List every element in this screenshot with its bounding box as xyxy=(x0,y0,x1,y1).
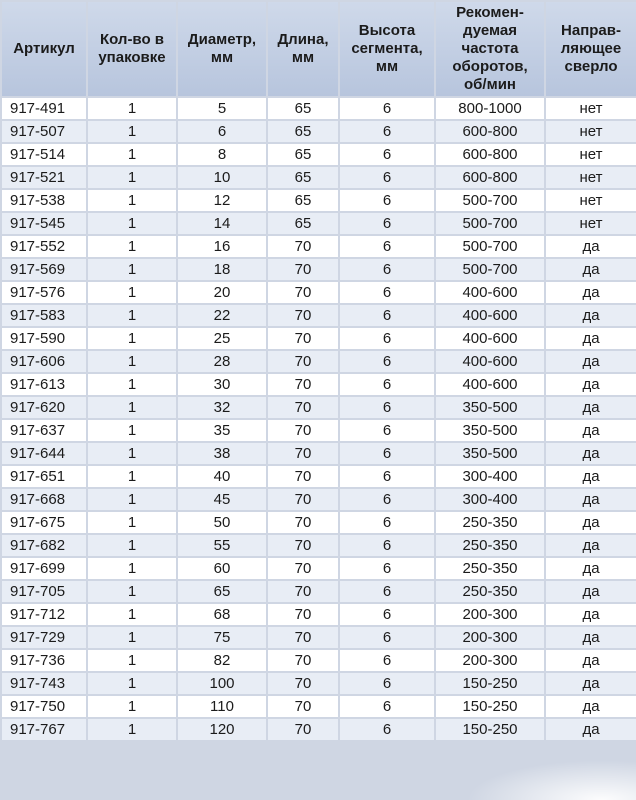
cell-segment-height: 6 xyxy=(340,535,434,556)
cell-guide-drill: да xyxy=(546,328,636,349)
cell-recommended-speed: 350-500 xyxy=(436,397,544,418)
cell-sku: 917-729 xyxy=(2,627,86,648)
cell-guide-drill: да xyxy=(546,581,636,602)
cell-segment-height: 6 xyxy=(340,351,434,372)
table-row xyxy=(2,167,636,188)
cell-recommended-speed: 200-300 xyxy=(436,650,544,671)
cell-guide-drill: да xyxy=(546,719,636,740)
cell-segment-height: 6 xyxy=(340,627,434,648)
cell-pack-qty: 1 xyxy=(88,282,176,303)
cell-length: 70 xyxy=(268,558,338,579)
cell-diameter: 16 xyxy=(178,236,266,257)
cell-pack-qty: 1 xyxy=(88,489,176,510)
header-length: Длина, мм xyxy=(268,2,338,96)
cell-guide-drill: да xyxy=(546,512,636,533)
cell-recommended-speed: 400-600 xyxy=(436,282,544,303)
cell-pack-qty: 1 xyxy=(88,420,176,441)
cell-sku: 917-668 xyxy=(2,489,86,510)
cell-sku: 917-644 xyxy=(2,443,86,464)
cell-guide-drill: да xyxy=(546,627,636,648)
cell-length: 70 xyxy=(268,397,338,418)
cell-recommended-speed: 250-350 xyxy=(436,535,544,556)
cell-segment-height: 6 xyxy=(340,259,434,280)
cell-length: 65 xyxy=(268,121,338,142)
cell-sku: 917-637 xyxy=(2,420,86,441)
table-row xyxy=(2,190,636,211)
cell-diameter: 25 xyxy=(178,328,266,349)
cell-pack-qty: 1 xyxy=(88,581,176,602)
cell-diameter: 45 xyxy=(178,489,266,510)
cell-diameter: 14 xyxy=(178,213,266,234)
cell-recommended-speed: 400-600 xyxy=(436,351,544,372)
cell-length: 65 xyxy=(268,144,338,165)
cell-guide-drill: да xyxy=(546,351,636,372)
cell-pack-qty: 1 xyxy=(88,236,176,257)
cell-length: 70 xyxy=(268,466,338,487)
header-diameter: Диаметр, мм xyxy=(178,2,266,96)
header-pack-qty: Кол-во в упаковке xyxy=(88,2,176,96)
cell-length: 70 xyxy=(268,236,338,257)
cell-diameter: 5 xyxy=(178,98,266,119)
table-row xyxy=(2,489,636,510)
table-row xyxy=(2,397,636,418)
table-row xyxy=(2,328,636,349)
cell-guide-drill: да xyxy=(546,236,636,257)
cell-diameter: 40 xyxy=(178,466,266,487)
cell-sku: 917-743 xyxy=(2,673,86,694)
cell-length: 65 xyxy=(268,213,338,234)
cell-diameter: 28 xyxy=(178,351,266,372)
header-recommended-speed: Рекомен- дуемая частота оборотов, об/мин xyxy=(436,2,544,96)
cell-recommended-speed: 600-800 xyxy=(436,144,544,165)
cell-diameter: 38 xyxy=(178,443,266,464)
cell-guide-drill: да xyxy=(546,604,636,625)
cell-length: 70 xyxy=(268,604,338,625)
cell-recommended-speed: 800-1000 xyxy=(436,98,544,119)
cell-length: 70 xyxy=(268,673,338,694)
cell-guide-drill: нет xyxy=(546,190,636,211)
cell-pack-qty: 1 xyxy=(88,466,176,487)
cell-sku: 917-712 xyxy=(2,604,86,625)
cell-recommended-speed: 150-250 xyxy=(436,696,544,717)
cell-pack-qty: 1 xyxy=(88,144,176,165)
header-sku: Артикул xyxy=(2,2,86,96)
cell-pack-qty: 1 xyxy=(88,374,176,395)
cell-recommended-speed: 500-700 xyxy=(436,190,544,211)
cell-pack-qty: 1 xyxy=(88,512,176,533)
cell-length: 70 xyxy=(268,351,338,372)
cell-guide-drill: да xyxy=(546,443,636,464)
table-body xyxy=(2,98,636,740)
cell-length: 70 xyxy=(268,650,338,671)
cell-diameter: 120 xyxy=(178,719,266,740)
cell-pack-qty: 1 xyxy=(88,121,176,142)
table-row xyxy=(2,535,636,556)
cell-length: 70 xyxy=(268,420,338,441)
cell-sku: 917-521 xyxy=(2,167,86,188)
cell-sku: 917-576 xyxy=(2,282,86,303)
cell-sku: 917-705 xyxy=(2,581,86,602)
cell-segment-height: 6 xyxy=(340,305,434,326)
table-row xyxy=(2,443,636,464)
cell-segment-height: 6 xyxy=(340,466,434,487)
cell-length: 65 xyxy=(268,190,338,211)
cell-diameter: 60 xyxy=(178,558,266,579)
cell-guide-drill: да xyxy=(546,420,636,441)
cell-guide-drill: нет xyxy=(546,167,636,188)
cell-pack-qty: 1 xyxy=(88,443,176,464)
cell-guide-drill: да xyxy=(546,696,636,717)
cell-length: 70 xyxy=(268,719,338,740)
cell-length: 65 xyxy=(268,98,338,119)
cell-pack-qty: 1 xyxy=(88,604,176,625)
cell-sku: 917-736 xyxy=(2,650,86,671)
cell-recommended-speed: 200-300 xyxy=(436,627,544,648)
cell-pack-qty: 1 xyxy=(88,627,176,648)
table-row xyxy=(2,558,636,579)
cell-diameter: 55 xyxy=(178,535,266,556)
cell-segment-height: 6 xyxy=(340,420,434,441)
cell-guide-drill: да xyxy=(546,282,636,303)
cell-diameter: 75 xyxy=(178,627,266,648)
cell-sku: 917-491 xyxy=(2,98,86,119)
cell-pack-qty: 1 xyxy=(88,167,176,188)
cell-recommended-speed: 350-500 xyxy=(436,443,544,464)
cell-recommended-speed: 500-700 xyxy=(436,236,544,257)
cell-length: 70 xyxy=(268,512,338,533)
cell-segment-height: 6 xyxy=(340,374,434,395)
cell-recommended-speed: 150-250 xyxy=(436,673,544,694)
cell-segment-height: 6 xyxy=(340,121,434,142)
cell-recommended-speed: 300-400 xyxy=(436,466,544,487)
cell-segment-height: 6 xyxy=(340,696,434,717)
cell-recommended-speed: 500-700 xyxy=(436,213,544,234)
cell-recommended-speed: 400-600 xyxy=(436,305,544,326)
cell-segment-height: 6 xyxy=(340,604,434,625)
cell-segment-height: 6 xyxy=(340,397,434,418)
cell-diameter: 12 xyxy=(178,190,266,211)
table-row xyxy=(2,719,636,740)
cell-length: 70 xyxy=(268,259,338,280)
cell-sku: 917-613 xyxy=(2,374,86,395)
table-row xyxy=(2,351,636,372)
table-row xyxy=(2,282,636,303)
cell-segment-height: 6 xyxy=(340,190,434,211)
cell-recommended-speed: 300-400 xyxy=(436,489,544,510)
cell-pack-qty: 1 xyxy=(88,558,176,579)
cell-guide-drill: нет xyxy=(546,213,636,234)
cell-length: 70 xyxy=(268,328,338,349)
cell-recommended-speed: 400-600 xyxy=(436,328,544,349)
cell-segment-height: 6 xyxy=(340,512,434,533)
cell-recommended-speed: 500-700 xyxy=(436,259,544,280)
cell-segment-height: 6 xyxy=(340,489,434,510)
cell-recommended-speed: 600-800 xyxy=(436,167,544,188)
cell-guide-drill: да xyxy=(546,374,636,395)
cell-sku: 917-699 xyxy=(2,558,86,579)
cell-diameter: 8 xyxy=(178,144,266,165)
table-row xyxy=(2,627,636,648)
cell-length: 70 xyxy=(268,696,338,717)
cell-segment-height: 6 xyxy=(340,282,434,303)
table-row xyxy=(2,420,636,441)
cell-sku: 917-569 xyxy=(2,259,86,280)
cell-diameter: 35 xyxy=(178,420,266,441)
header-segment-height: Высота сегмента, мм xyxy=(340,2,434,96)
cell-diameter: 6 xyxy=(178,121,266,142)
cell-pack-qty: 1 xyxy=(88,397,176,418)
cell-sku: 917-651 xyxy=(2,466,86,487)
cell-recommended-speed: 250-350 xyxy=(436,558,544,579)
cell-diameter: 110 xyxy=(178,696,266,717)
table-row xyxy=(2,650,636,671)
cell-pack-qty: 1 xyxy=(88,190,176,211)
cell-guide-drill: нет xyxy=(546,144,636,165)
table-row xyxy=(2,466,636,487)
cell-diameter: 82 xyxy=(178,650,266,671)
cell-recommended-speed: 400-600 xyxy=(436,374,544,395)
cell-segment-height: 6 xyxy=(340,98,434,119)
cell-pack-qty: 1 xyxy=(88,305,176,326)
table-row xyxy=(2,374,636,395)
cell-guide-drill: нет xyxy=(546,98,636,119)
cell-sku: 917-538 xyxy=(2,190,86,211)
cell-sku: 917-620 xyxy=(2,397,86,418)
cell-length: 70 xyxy=(268,374,338,395)
cell-guide-drill: да xyxy=(546,305,636,326)
table-row xyxy=(2,98,636,119)
table-row xyxy=(2,512,636,533)
cell-diameter: 50 xyxy=(178,512,266,533)
cell-recommended-speed: 250-350 xyxy=(436,512,544,533)
cell-length: 70 xyxy=(268,305,338,326)
cell-guide-drill: да xyxy=(546,650,636,671)
cell-recommended-speed: 200-300 xyxy=(436,604,544,625)
table-row xyxy=(2,696,636,717)
cell-pack-qty: 1 xyxy=(88,535,176,556)
cell-guide-drill: да xyxy=(546,673,636,694)
cell-diameter: 30 xyxy=(178,374,266,395)
cell-sku: 917-767 xyxy=(2,719,86,740)
table-row xyxy=(2,581,636,602)
cell-pack-qty: 1 xyxy=(88,696,176,717)
cell-guide-drill: да xyxy=(546,489,636,510)
table-row xyxy=(2,305,636,326)
cell-pack-qty: 1 xyxy=(88,351,176,372)
table-row xyxy=(2,673,636,694)
cell-length: 65 xyxy=(268,167,338,188)
cell-guide-drill: нет xyxy=(546,121,636,142)
cell-pack-qty: 1 xyxy=(88,328,176,349)
cell-diameter: 32 xyxy=(178,397,266,418)
cell-recommended-speed: 250-350 xyxy=(436,581,544,602)
cell-length: 70 xyxy=(268,627,338,648)
cell-segment-height: 6 xyxy=(340,167,434,188)
cell-diameter: 18 xyxy=(178,259,266,280)
table-row xyxy=(2,144,636,165)
cell-pack-qty: 1 xyxy=(88,98,176,119)
cell-segment-height: 6 xyxy=(340,328,434,349)
cell-guide-drill: да xyxy=(546,259,636,280)
cell-diameter: 68 xyxy=(178,604,266,625)
table-row xyxy=(2,236,636,257)
cell-diameter: 65 xyxy=(178,581,266,602)
cell-segment-height: 6 xyxy=(340,213,434,234)
cell-pack-qty: 1 xyxy=(88,213,176,234)
table-row xyxy=(2,259,636,280)
cell-recommended-speed: 350-500 xyxy=(436,420,544,441)
cell-segment-height: 6 xyxy=(340,719,434,740)
cell-diameter: 20 xyxy=(178,282,266,303)
cell-segment-height: 6 xyxy=(340,144,434,165)
cell-pack-qty: 1 xyxy=(88,673,176,694)
cell-guide-drill: да xyxy=(546,466,636,487)
cell-pack-qty: 1 xyxy=(88,259,176,280)
cell-segment-height: 6 xyxy=(340,236,434,257)
table-row xyxy=(2,121,636,142)
cell-segment-height: 6 xyxy=(340,581,434,602)
cell-sku: 917-750 xyxy=(2,696,86,717)
cell-diameter: 10 xyxy=(178,167,266,188)
watermark-fade xyxy=(466,760,636,800)
header-guide-drill: Направ- ляющее сверло xyxy=(546,2,636,96)
cell-guide-drill: да xyxy=(546,558,636,579)
cell-guide-drill: да xyxy=(546,535,636,556)
cell-recommended-speed: 150-250 xyxy=(436,719,544,740)
table-header-row xyxy=(2,2,636,96)
cell-pack-qty: 1 xyxy=(88,719,176,740)
cell-pack-qty: 1 xyxy=(88,650,176,671)
cell-diameter: 22 xyxy=(178,305,266,326)
cell-sku: 917-606 xyxy=(2,351,86,372)
cell-diameter: 100 xyxy=(178,673,266,694)
cell-sku: 917-514 xyxy=(2,144,86,165)
cell-sku: 917-552 xyxy=(2,236,86,257)
cell-sku: 917-682 xyxy=(2,535,86,556)
cell-segment-height: 6 xyxy=(340,443,434,464)
cell-segment-height: 6 xyxy=(340,558,434,579)
cell-sku: 917-545 xyxy=(2,213,86,234)
cell-length: 70 xyxy=(268,581,338,602)
cell-length: 70 xyxy=(268,489,338,510)
cell-length: 70 xyxy=(268,282,338,303)
cell-sku: 917-675 xyxy=(2,512,86,533)
cell-sku: 917-583 xyxy=(2,305,86,326)
cell-recommended-speed: 600-800 xyxy=(436,121,544,142)
cell-sku: 917-507 xyxy=(2,121,86,142)
cell-length: 70 xyxy=(268,535,338,556)
cell-guide-drill: да xyxy=(546,397,636,418)
table-row xyxy=(2,604,636,625)
table-row xyxy=(2,213,636,234)
cell-sku: 917-590 xyxy=(2,328,86,349)
cell-segment-height: 6 xyxy=(340,673,434,694)
cell-segment-height: 6 xyxy=(340,650,434,671)
cell-length: 70 xyxy=(268,443,338,464)
